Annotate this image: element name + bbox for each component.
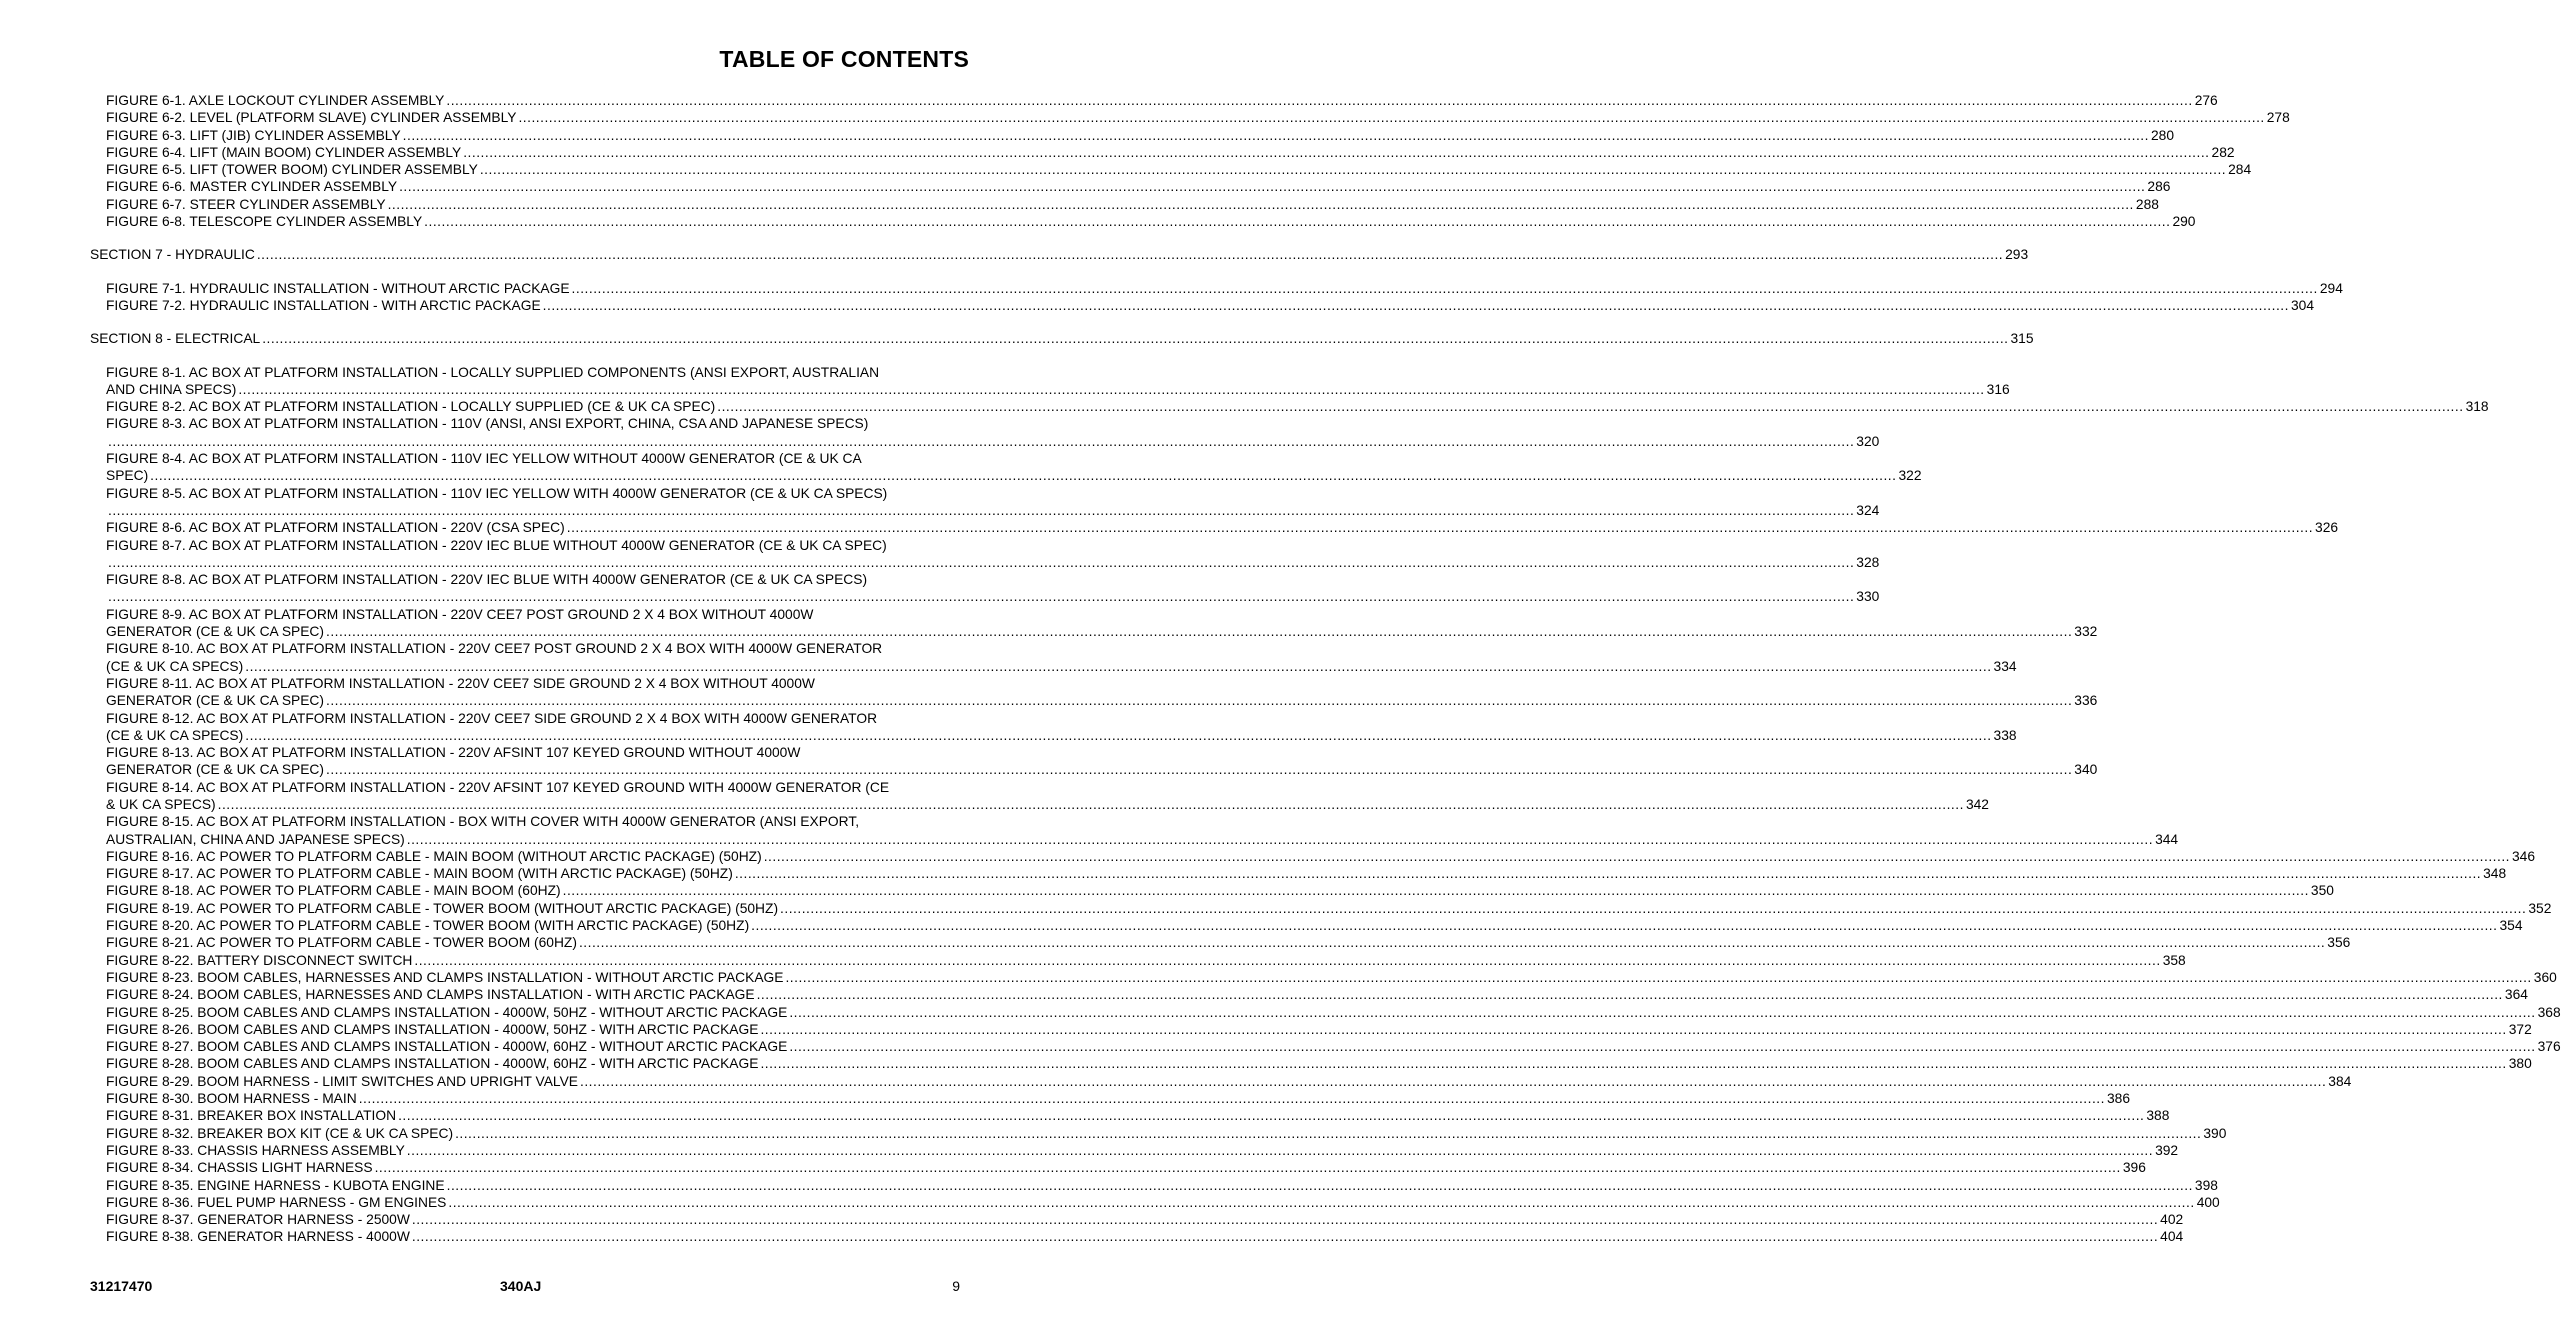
toc-entry-title: FIGURE 8-38. GENERATOR HARNESS - 4000W [106,1229,410,1245]
toc-entry-title: FIGURE 8-18. AC POWER TO PLATFORM CABLE - MAIN BOOM (60HZ) [106,883,561,899]
toc-entry-page: 284 [2228,162,2252,178]
toc-entry-page: 364 [2504,987,2528,1003]
toc-entry-title: FIGURE 6-3. LIFT (JIB) CYLINDER ASSEMBLY [106,127,401,143]
toc-entry-page: 293 [2005,247,2029,263]
toc-entry[interactable] [90,213,2196,230]
toc-entry-title: FIGURE 8-29. BOOM HARNESS - LIMIT SWITCHES AND UPRIGHT VALVE [106,1073,578,1089]
toc-entry[interactable] [90,297,2314,314]
dot-leader [108,554,1854,571]
toc-entry-page: 318 [2465,399,2489,415]
toc-entry-title: FIGURE 6-4. LIFT (MAIN BOOM) CYLINDER ASSEMBLY [106,144,462,160]
toc-entry-title: FIGURE 8-3. AC BOX AT PLATFORM INSTALLATION - 110V (ANSI, ANSI EXPORT, CHINA, CSA AND JAPANESE SPECS) [106,416,869,432]
toc-entry-title: FIGURE 8-36. FUEL PUMP HARNESS - GM ENGINES [106,1194,447,1210]
toc-entry[interactable] [90,127,2174,144]
dot-leader [238,381,1984,398]
toc-entry-title: FIGURE 8-16. AC POWER TO PLATFORM CABLE - MAIN BOOM (WITHOUT ARCTIC PACKAGE) (50HZ) [106,848,762,864]
toc-entry-title-continued: (CE & UK CA SPECS) [106,727,244,743]
toc-entry[interactable] [90,1021,2532,1038]
page-number: 9 [952,1278,960,1294]
toc-entry-title: FIGURE 8-19. AC POWER TO PLATFORM CABLE - TOWER BOOM (WITHOUT ARCTIC PACKAGE) (50HZ) [106,900,779,916]
toc-entry-title: FIGURE 8-8. AC BOX AT PLATFORM INSTALLATION - 220V IEC BLUE WITH 4000W GENERATOR (CE & UK CA SPECS) [106,572,868,588]
toc-entry[interactable] [90,178,2171,195]
toc-entry-page: 336 [2074,693,2098,709]
dot-leader [245,727,1991,744]
toc-entry-title: FIGURE 8-28. BOOM CABLES AND CLAMPS INSTALLATION - 4000W, 60HZ - WITH ARCTIC PACKAGE [106,1056,759,1072]
toc-entry-title: SECTION 7 - HYDRAULIC [90,247,255,263]
toc-entry[interactable] [90,917,2523,934]
toc-entry[interactable] [90,1073,2352,1090]
toc-entry[interactable] [90,450,1922,485]
toc-entry-page: 276 [2194,93,2218,108]
toc-entry-page: 342 [1965,796,1989,812]
toc-entry-page: 390 [2203,1125,2227,1141]
toc-entry-title-continued: AUSTRALIAN, CHINA AND JAPANESE SPECS) [106,831,405,847]
toc-entry-page: 380 [2508,1056,2532,1072]
toc-entry-page: 376 [2537,1039,2561,1055]
toc-entry-title: FIGURE 8-1. AC BOX AT PLATFORM INSTALLATION - LOCALLY SUPPLIED COMPONENTS (ANSI EXPORT, AUSTRALIAN [106,364,880,380]
toc-entry[interactable] [90,92,2218,109]
toc-entry[interactable] [90,969,2557,986]
dot-leader [789,1004,2535,1021]
toc-entry[interactable] [90,571,1880,606]
toc-entry[interactable] [90,144,2235,161]
toc-entry-page: 315 [2010,331,2034,347]
dot-leader [150,467,1896,484]
toc-entry[interactable] [90,952,2186,969]
toc-entry[interactable] [90,280,2343,297]
dot-leader [760,1055,2506,1072]
dot-leader [572,280,2318,297]
toc-entry-page: 324 [1856,502,1880,518]
toc-entry[interactable] [90,1159,2146,1176]
toc-entry-page: 320 [1856,433,1880,449]
dot-leader [543,297,2289,314]
toc-entry[interactable] [90,865,2507,882]
dot-leader [326,692,2072,709]
toc-section-entry[interactable] [90,246,2029,263]
toc-entry[interactable] [90,196,2159,213]
toc-entry-page: 358 [2162,952,2186,968]
toc-entry[interactable] [90,398,2489,415]
dot-leader [579,934,2325,951]
dot-leader [580,1073,2326,1090]
toc-entry[interactable] [90,1004,2561,1021]
toc-entry-title: FIGURE 8-25. BOOM CABLES AND CLAMPS INSTALLATION - 4000W, 50HZ - WITHOUT ARCTIC PACKAGE [106,1004,788,1020]
toc-entry-page: 340 [2074,762,2098,778]
toc-entry[interactable] [90,1228,2184,1245]
toc-entry-page: 278 [2266,110,2290,126]
toc-entry-page: 280 [2150,127,2174,143]
toc-entry-title: FIGURE 6-5. LIFT (TOWER BOOM) CYLINDER ASSEMBLY [106,162,478,178]
toc-entry-page: 294 [2319,280,2343,296]
dot-leader [108,502,1854,519]
dot-leader [455,1125,2201,1142]
toc-entry-title: FIGURE 8-22. BATTERY DISCONNECT SWITCH [106,952,413,968]
dot-leader [785,969,2531,986]
toc-entry-title: FIGURE 8-4. AC BOX AT PLATFORM INSTALLATION - 110V IEC YELLOW WITHOUT 4000W GENERATOR (CE & UK CA [106,451,862,467]
toc-entry[interactable] [90,813,2179,848]
toc-entry-page: 404 [2160,1229,2184,1245]
toc-entry-title: FIGURE 8-32. BREAKER BOX KIT (CE & UK CA SPEC) [106,1125,454,1141]
toc-entry-title-continued: SPEC) [106,468,149,484]
dot-leader [403,127,2149,144]
toc-entry-title: FIGURE 6-7. STEER CYLINDER ASSEMBLY [106,196,386,212]
dot-leader [412,1211,2158,1228]
dot-leader [567,519,2313,536]
toc-entry-page: 316 [1986,381,2010,397]
dot-leader [326,623,2072,640]
toc-entry[interactable] [90,1142,2179,1159]
toc-entry-page: 350 [2310,883,2334,899]
toc-entry-title: FIGURE 8-30. BOOM HARNESS - MAIN [106,1091,357,1107]
toc-entry[interactable] [90,710,2017,745]
dot-leader [447,1177,2193,1194]
toc-entry-title: FIGURE 8-23. BOOM CABLES, HARNESSES AND CLAMPS INSTALLATION - WITHOUT ARCTIC PACKAGE [106,969,784,985]
dot-leader [424,213,2170,230]
dot-leader [262,330,2008,347]
toc-entry[interactable] [90,537,1880,572]
toc-entry-page: 328 [1856,554,1880,570]
table-of-contents [90,92,2561,1246]
toc-entry-title: FIGURE 8-37. GENERATOR HARNESS - 2500W [106,1212,410,1228]
toc-entry-title: FIGURE 8-2. AC BOX AT PLATFORM INSTALLATION - LOCALLY SUPPLIED (CE & UK CA SPEC) [106,399,716,415]
toc-entry-page: 288 [2135,196,2159,212]
toc-entry-title-continued: GENERATOR (CE & UK CA SPEC) [106,762,324,778]
toc-entry[interactable] [90,364,2010,399]
toc-entry-page: 368 [2537,1004,2561,1020]
toc-entry[interactable] [90,1211,2184,1228]
dot-leader [108,588,1854,605]
toc-entry[interactable] [90,1125,2227,1142]
toc-entry-page: 396 [2122,1160,2146,1176]
dot-leader [789,1038,2535,1055]
toc-entry-page: 372 [2508,1021,2532,1037]
toc-entry-page: 356 [2327,935,2351,951]
toc-entry-title: FIGURE 8-5. AC BOX AT PLATFORM INSTALLATION - 110V IEC YELLOW WITH 4000W GENERATOR (CE & UK CA SPECS) [106,485,888,501]
toc-entry-title: FIGURE 8-20. AC POWER TO PLATFORM CABLE - TOWER BOOM (WITH ARCTIC PACKAGE) (50HZ) [106,918,750,934]
toc-entry-title: FIGURE 8-31. BREAKER BOX INSTALLATION [106,1108,397,1124]
toc-entry-title: FIGURE 8-12. AC BOX AT PLATFORM INSTALLATION - 220V CEE7 SIDE GROUND 2 X 4 BOX WITH 4000W GENERATOR [106,710,878,726]
dot-leader [780,900,2526,917]
toc-entry[interactable] [90,882,2334,899]
toc-entry-page: 326 [2315,520,2339,536]
toc-entry-title: FIGURE 8-7. AC BOX AT PLATFORM INSTALLATION - 220V IEC BLUE WITHOUT 4000W GENERATOR (CE & UK CA SPEC) [106,537,887,553]
dot-leader [518,109,2264,126]
toc-entry-page: 388 [2146,1108,2170,1124]
dot-leader [760,1021,2506,1038]
model-name: 340AJ [500,1278,542,1294]
toc-entry-page: 386 [2106,1091,2131,1107]
toc-entry-title: FIGURE 8-21. AC POWER TO PLATFORM CABLE - TOWER BOOM (60HZ) [106,935,577,951]
toc-entry-title: FIGURE 8-35. ENGINE HARNESS - KUBOTA ENGINE [106,1177,445,1193]
toc-entry-title: FIGURE 8-26. BOOM CABLES AND CLAMPS INSTALLATION - 4000W, 50HZ - WITH ARCTIC PACKAGE [106,1021,759,1037]
toc-entry[interactable] [90,640,2017,675]
dot-leader [359,1090,2105,1107]
toc-entry-title: FIGURE 8-17. AC POWER TO PLATFORM CABLE - MAIN BOOM (WITH ARCTIC PACKAGE) (50HZ) [106,866,733,882]
toc-entry[interactable] [90,900,2552,917]
toc-entry[interactable] [90,1038,2561,1055]
toc-entry[interactable] [90,519,2339,536]
toc-entry-page: 334 [1993,658,2017,674]
toc-entry-title: FIGURE 8-34. CHASSIS LIGHT HARNESS [106,1160,373,1176]
toc-entry-title: FIGURE 7-1. HYDRAULIC INSTALLATION - WITHOUT ARCTIC PACKAGE [106,280,570,296]
toc-entry-page: 398 [2194,1177,2218,1193]
toc-entry-title: FIGURE 8-9. AC BOX AT PLATFORM INSTALLATION - 220V CEE7 POST GROUND 2 X 4 BOX WITHOUT 4000W [106,606,814,622]
toc-entry-page: 348 [2483,866,2507,882]
dot-leader [388,196,2134,213]
dot-leader [257,246,2003,263]
dot-leader [108,433,1854,450]
toc-entry[interactable] [90,1177,2218,1194]
toc-entry-title: FIGURE 8-33. CHASSIS HARNESS ASSEMBLY [106,1142,405,1158]
toc-entry-title-continued: (CE & UK CA SPECS) [106,658,244,674]
toc-entry-title: FIGURE 8-11. AC BOX AT PLATFORM INSTALLATION - 220V CEE7 SIDE GROUND 2 X 4 BOX WITHOUT 4000W [106,675,815,691]
toc-entry[interactable] [90,675,2098,710]
toc-entry-title: FIGURE 7-2. HYDRAULIC INSTALLATION - WITH ARCTIC PACKAGE [106,297,541,313]
toc-entry-title-continued: & UK CA SPECS) [106,796,216,812]
toc-entry-page: 392 [2155,1142,2179,1158]
dot-leader [245,658,1991,675]
toc-entry-title: FIGURE 6-1. AXLE LOCKOUT CYLINDER ASSEMBLY [106,93,445,108]
toc-entry[interactable] [90,1194,2220,1211]
toc-entry-title: FIGURE 6-8. TELESCOPE CYLINDER ASSEMBLY [106,214,423,230]
dot-leader [399,178,2145,195]
dot-leader [398,1107,2144,1124]
dot-leader [751,917,2497,934]
toc-entry-page: 282 [2211,144,2235,160]
toc-entry-page: 344 [2155,831,2179,847]
dot-leader [412,1228,2158,1245]
toc-entry-page: 322 [1898,468,1922,484]
toc-entry-title-continued: AND CHINA SPECS) [106,381,237,397]
dot-leader [326,761,2072,778]
toc-entry-page: 384 [2328,1073,2352,1089]
toc-entry[interactable] [90,1055,2532,1072]
dot-leader [463,144,2209,161]
dot-leader [717,398,2463,415]
toc-entry-page: 402 [2160,1212,2184,1228]
dot-leader [563,882,2309,899]
toc-entry[interactable] [90,109,2290,126]
toc-entry[interactable] [90,485,1880,520]
dot-leader [414,952,2160,969]
dot-leader [735,865,2481,882]
toc-entry[interactable] [90,161,2252,178]
toc-entry-page: 360 [2533,969,2557,985]
dot-leader [764,848,2510,865]
toc-entry[interactable] [90,779,1989,814]
dot-leader [446,92,2192,109]
toc-entry-page: 304 [2290,297,2314,313]
dot-leader [448,1194,2194,1211]
toc-entry-page: 286 [2147,179,2171,195]
toc-entry-title: FIGURE 8-14. AC BOX AT PLATFORM INSTALLATION - 220V AFSINT 107 KEYED GROUND WITH 4000W GENERATOR (CE [106,779,890,795]
toc-entry[interactable] [90,744,2098,779]
toc-entry-title: FIGURE 6-6. MASTER CYLINDER ASSEMBLY [106,179,398,195]
dot-leader [375,1159,2121,1176]
dot-leader [757,986,2503,1003]
toc-entry-page: 354 [2499,918,2523,934]
toc-entry-page: 400 [2196,1194,2220,1210]
toc-entry-title: FIGURE 8-6. AC BOX AT PLATFORM INSTALLATION - 220V (CSA SPEC) [106,520,565,536]
document-number: 31217470 [90,1278,153,1294]
toc-entry-title-continued: GENERATOR (CE & UK CA SPEC) [106,693,324,709]
toc-entry-title: FIGURE 8-15. AC BOX AT PLATFORM INSTALLATION - BOX WITH COVER WITH 4000W GENERATOR (ANSI EXPORT, [106,814,860,830]
dot-leader [407,831,2153,848]
toc-entry-title: FIGURE 8-24. BOOM CABLES, HARNESSES AND CLAMPS INSTALLATION - WITH ARCTIC PACKAGE [106,987,755,1003]
toc-entry[interactable] [90,606,2098,641]
toc-entry[interactable] [90,1090,2131,1107]
toc-entry-title: FIGURE 8-13. AC BOX AT PLATFORM INSTALLATION - 220V AFSINT 107 KEYED GROUND WITHOUT 4000W [106,745,801,761]
toc-entry-page: 330 [1856,589,1880,605]
toc-entry-page: 346 [2512,848,2536,864]
toc-entry[interactable] [90,986,2528,1003]
toc-entry-title: FIGURE 6-2. LEVEL (PLATFORM SLAVE) CYLINDER ASSEMBLY [106,110,517,126]
page-title: TABLE OF CONTENTS [719,46,969,72]
toc-entry-title: FIGURE 8-27. BOOM CABLES AND CLAMPS INSTALLATION - 4000W, 60HZ - WITHOUT ARCTIC PACKAGE [106,1039,788,1055]
toc-entry[interactable] [90,934,2351,951]
toc-section-entry[interactable] [90,330,2034,347]
toc-entry[interactable] [90,848,2536,865]
toc-entry-page: 290 [2172,214,2196,230]
toc-entry[interactable] [90,1107,2170,1124]
toc-entry-page: 338 [1993,727,2017,743]
dot-leader [218,796,1964,813]
dot-leader [480,161,2226,178]
toc-entry[interactable] [90,415,1880,450]
toc-entry-title: FIGURE 8-10. AC BOX AT PLATFORM INSTALLATION - 220V CEE7 POST GROUND 2 X 4 BOX WITH 4000W GENERATOR [106,641,883,657]
toc-entry-page: 332 [2074,624,2098,640]
dot-leader [407,1142,2153,1159]
toc-entry-title-continued: GENERATOR (CE & UK CA SPEC) [106,624,324,640]
toc-entry-page: 352 [2528,900,2552,916]
toc-entry-title: SECTION 8 - ELECTRICAL [90,331,261,347]
